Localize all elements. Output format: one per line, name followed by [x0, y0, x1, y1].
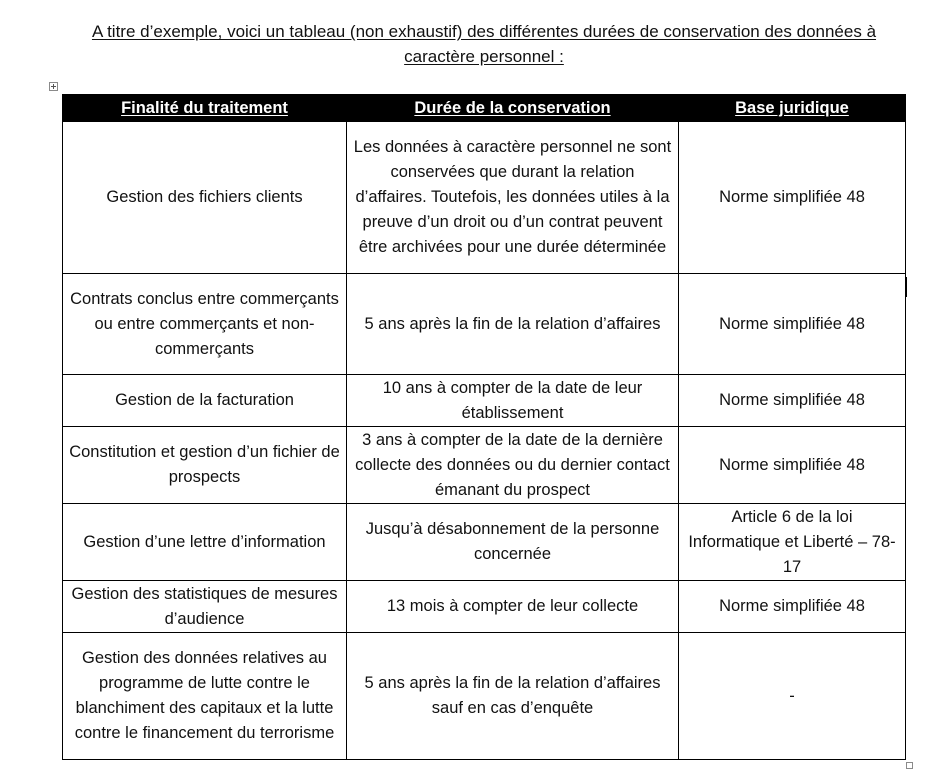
table-row: [63, 427, 906, 504]
cell-base: Norme simplifiée 48: [679, 122, 906, 274]
table-row: [63, 274, 906, 375]
table-header-row: [63, 95, 906, 122]
cell-finalite: Gestion des données relatives au programme de lutte contre le blanchiment des capitaux et la lutte contre le financement du terrorisme: [63, 633, 347, 760]
cell-duree: 10 ans à compter de la date de leur établissement: [347, 375, 679, 427]
table-row: [63, 375, 906, 427]
cell-base: Norme simplifiée 48: [679, 427, 906, 504]
cell-base: Norme simplifiée 48: [679, 581, 906, 633]
text-cursor: [906, 277, 907, 297]
cell-finalite: Contrats conclus entre commerçants ou entre commerçants et non-commerçants: [63, 274, 347, 375]
table-move-handle-icon[interactable]: [49, 82, 58, 91]
table-row: [63, 581, 906, 633]
cell-finalite: Gestion d’une lettre d’information: [63, 504, 347, 581]
cell-finalite: Gestion de la facturation: [63, 375, 347, 427]
table-row: [63, 122, 906, 274]
table-row: [63, 504, 906, 581]
cell-base: Article 6 de la loi Informatique et Liberté – 78-17: [679, 504, 906, 581]
header-finalite: Finalité du traitement: [63, 95, 347, 122]
cell-duree: Jusqu’à désabonnement de la personne concernée: [347, 504, 679, 581]
cell-duree: Les données à caractère personnel ne sont conservées que durant la relation d’affaires. Toutefois, les données utiles à la preuve d’un droit ou d’un contrat peuvent être archivées pour une durée déterminée: [347, 122, 679, 274]
table-row: [63, 633, 906, 760]
cell-finalite: Gestion des fichiers clients: [63, 122, 347, 274]
cell-duree: 5 ans après la fin de la relation d’affaires: [347, 274, 679, 375]
cell-base: Norme simplifiée 48: [679, 375, 906, 427]
table-resize-handle-icon[interactable]: [906, 762, 913, 769]
header-duree: Durée de la conservation: [347, 95, 679, 122]
cell-base: Norme simplifiée 48: [679, 274, 906, 375]
cell-duree: 5 ans après la fin de la relation d’affaires sauf en cas d’enquête: [347, 633, 679, 760]
cell-finalite: Gestion des statistiques de mesures d’audience: [63, 581, 347, 633]
cell-base: -: [679, 633, 906, 760]
header-base: Base juridique: [679, 95, 906, 122]
cell-duree: 3 ans à compter de la date de la dernière collecte des données ou du dernier contact émanant du prospect: [347, 427, 679, 504]
cell-duree: 13 mois à compter de leur collecte: [347, 581, 679, 633]
cell-finalite: Constitution et gestion d’un fichier de prospects: [63, 427, 347, 504]
intro-paragraph: A titre d’exemple, voici un tableau (non exhaustif) des différentes durées de conservation des données à caractère personnel :: [91, 22, 877, 66]
retention-table: [62, 94, 906, 760]
